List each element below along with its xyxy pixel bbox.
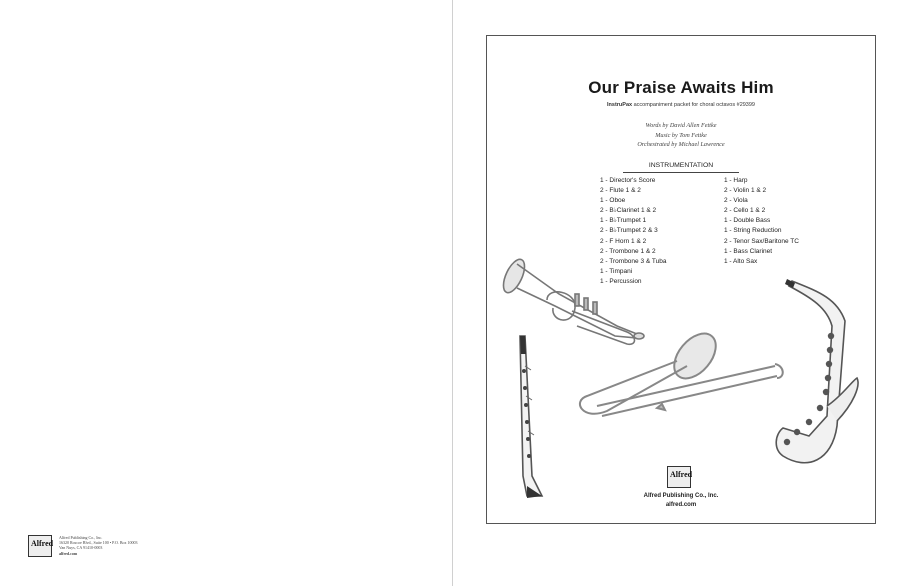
instrument-item: 2 - Violin 1 & 2	[724, 187, 767, 195]
clarinet-icon	[520, 336, 542, 498]
instrument-item: 1 - String Reduction	[724, 227, 782, 235]
publisher-url: alfred.com	[665, 502, 697, 508]
publisher-logo	[667, 466, 691, 488]
publisher-name: Alfred Publishing Co., Inc.	[643, 493, 719, 499]
instrument-item: 1 - B♭Trumpet 1	[600, 217, 647, 225]
back-address-line: Van Nuys, CA 91410-0003	[59, 545, 103, 551]
instrument-illustration	[487, 36, 875, 523]
back-publisher-logo	[28, 535, 52, 557]
front-cover	[486, 35, 876, 524]
credit-orchestration: Orchestrated by Michael Lawrence	[637, 141, 725, 148]
instrument-item: 1 - Oboe	[600, 197, 626, 205]
instrument-item: 2 - Trombone 3 & Tuba	[600, 257, 667, 265]
back-address-url: alfred.com	[59, 550, 78, 556]
back-address-line: Alfred Publishing Co., Inc.	[59, 535, 103, 540]
instrument-item: 2 - Flute 1 & 2	[600, 187, 641, 195]
back-logo-mark: Alfred	[31, 539, 54, 548]
instrument-item: 2 - F Horn 1 & 2	[600, 237, 647, 245]
instrument-item: 1 - Bass Clarinet	[724, 247, 773, 255]
instrument-item: 2 - Viola	[724, 197, 748, 205]
subtitle-text: accompaniment packet for choral octavos #29399	[632, 102, 755, 108]
page-spine	[452, 0, 453, 586]
instrument-item: 1 - Double Bass	[724, 217, 771, 225]
credit-music: Music by Tom Fettke	[655, 131, 707, 139]
instrument-item: 1 - Harp	[724, 177, 748, 184]
instrument-item: 2 - B♭Trumpet 2 & 3	[600, 227, 658, 235]
instrument-item: 1 - Percussion	[600, 277, 642, 285]
instrument-item: 1 - Timpani	[600, 267, 633, 275]
instrument-item: 2 - Trombone 1 & 2	[600, 247, 656, 255]
saxophone-icon	[776, 279, 858, 463]
instrument-item: 2 - Tenor Sax/Baritone TC	[724, 237, 799, 245]
back-address-line: 16320 Roscoe Blvd., Suite 100 • P.O. Box 10003	[59, 540, 138, 546]
publisher-logo-mark: Alfred	[670, 470, 693, 479]
instrument-item: 2 - Cello 1 & 2	[724, 207, 766, 215]
cover-title: Our Praise Awaits Him	[588, 78, 774, 97]
trumpet-icon	[499, 256, 644, 344]
credit-words: Words by David Allen Fettke	[645, 122, 717, 129]
instrumentation-heading: INSTRUMENTATION	[648, 162, 714, 169]
trombone-icon	[580, 326, 783, 416]
back-address-block	[59, 535, 189, 556]
instrument-item: 1 - Alto Sax	[724, 257, 758, 265]
instrument-item: 2 - B♭Clarinet 1 & 2	[600, 207, 657, 215]
instrument-item: 1 - Director's Score	[600, 177, 656, 184]
subtitle-brand: InstruPax	[607, 102, 633, 108]
